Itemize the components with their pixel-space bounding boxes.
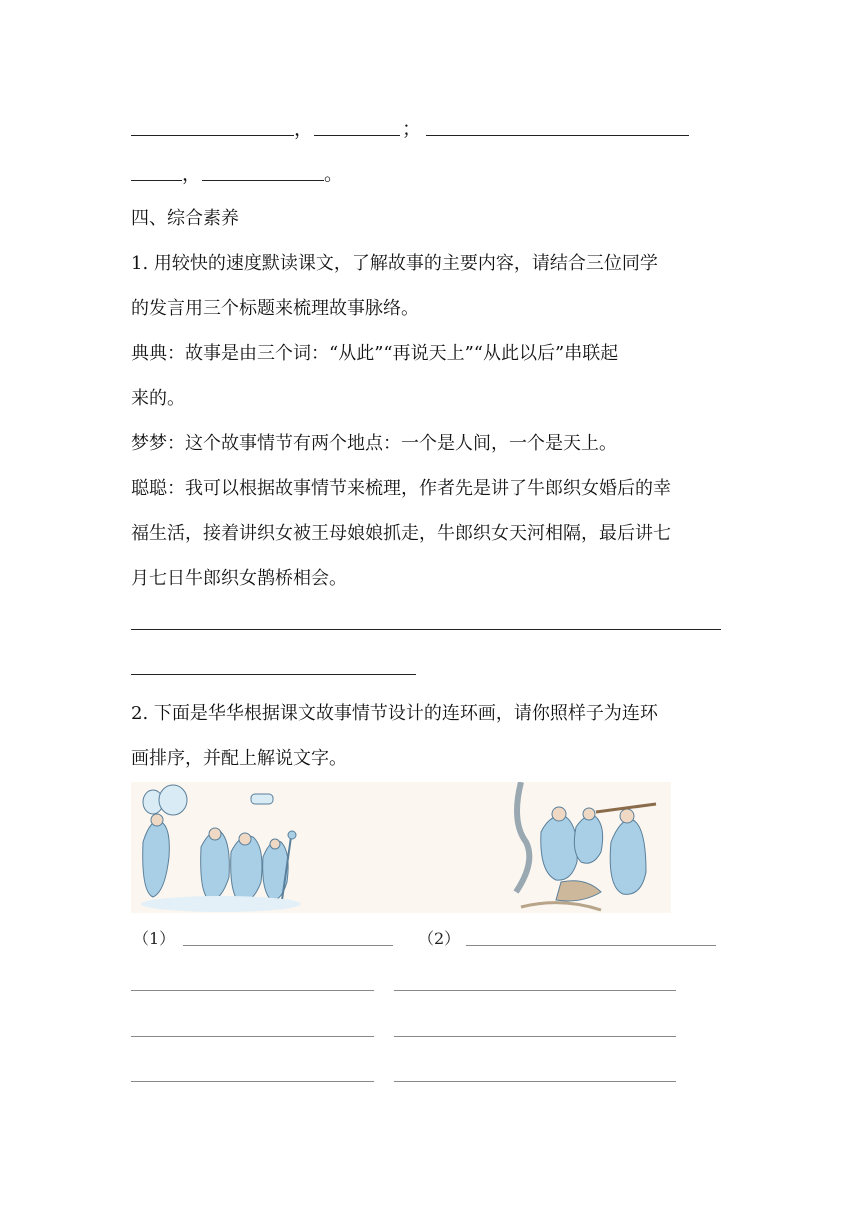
panel-1-caption-line[interactable] <box>131 1081 374 1082</box>
comma: ， <box>182 163 202 185</box>
dian-statement-line2: 来的。 <box>131 388 185 409</box>
q1-prompt-line1: 1. 用较快的速度默读课文，了解故事的主要内容，请结合三位同学 <box>131 253 658 274</box>
comic-strip-image <box>131 782 671 913</box>
cong-statement-line2: 福生活，接着讲织女被王母娘娘抓走，牛郎织女天河相隔，最后讲七 <box>131 523 671 544</box>
semicolon: ； <box>402 118 422 140</box>
cong-statement-line1: 聪聪：我可以根据故事情节来梳理，作者先是讲了牛郎织女婚后的幸 <box>131 478 671 499</box>
period: 。 <box>324 163 344 185</box>
panel-2-caption-line[interactable] <box>394 990 676 991</box>
answer-line[interactable] <box>426 135 689 136</box>
panel-1-label: （1） <box>133 929 176 948</box>
meng-statement: 梦梦：这个故事情节有两个地点：一个是人间，一个是天上。 <box>131 433 617 454</box>
q1-prompt-line2: 的发言用三个标题来梳理故事脉络。 <box>131 298 419 319</box>
dian-statement-line1: 典典：故事是由三个词：“从此”“再说天上”“从此以后”串联起 <box>131 343 619 364</box>
q1-answer-line[interactable] <box>131 629 721 630</box>
panel-1-caption-line[interactable] <box>131 990 374 991</box>
cong-statement-line3: 月七日牛郎织女鹊桥相会。 <box>131 568 347 589</box>
family-scene-illustration <box>516 782 656 910</box>
panel-1-title-line[interactable] <box>183 945 393 946</box>
panel-1-caption-line[interactable] <box>131 1036 374 1037</box>
comma: ， <box>294 118 314 140</box>
q1-answer-line[interactable] <box>131 674 416 675</box>
answer-line[interactable] <box>202 180 324 181</box>
q2-prompt-line2: 画排序，并配上解说文字。 <box>131 748 347 769</box>
panel-2-caption-line[interactable] <box>394 1081 676 1082</box>
panel-2-caption-line[interactable] <box>394 1036 676 1037</box>
panel-2-title-line[interactable] <box>466 945 716 946</box>
answer-line[interactable] <box>314 135 400 136</box>
section-title: 四、综合素养 <box>131 208 239 229</box>
answer-line[interactable] <box>131 135 294 136</box>
answer-line[interactable] <box>131 180 182 181</box>
heavenly-soldiers-illustration <box>141 785 301 912</box>
panel-2-label: （2） <box>418 929 461 948</box>
q2-prompt-line1: 2. 下面是华华根据课文故事情节设计的连环画，请你照样子为连环 <box>131 703 658 724</box>
